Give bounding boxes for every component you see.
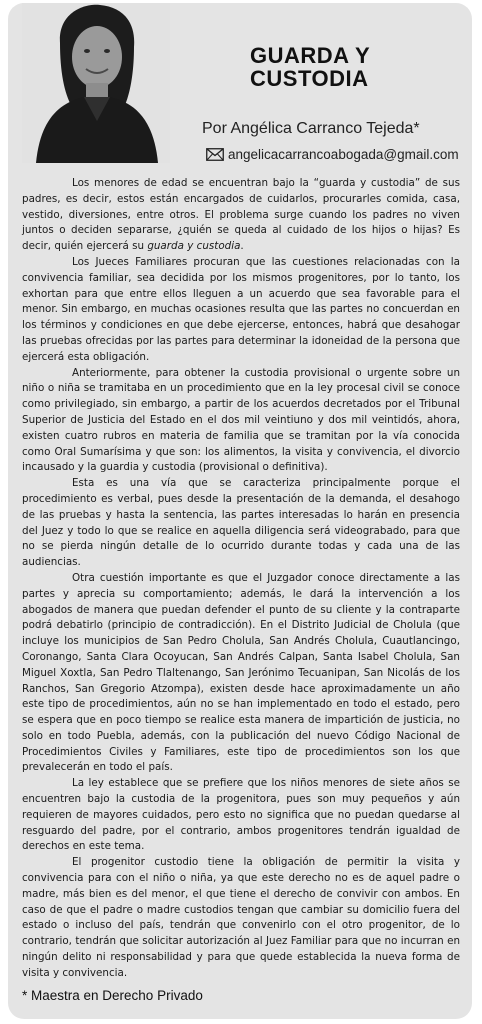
article-body xyxy=(22,176,460,982)
title-line-2: CUSTODIA xyxy=(250,66,369,91)
author-byline: Por Angélica Carranco Tejeda* xyxy=(202,120,420,137)
paragraph-1 xyxy=(22,176,460,255)
author-email[interactable] xyxy=(206,147,476,162)
paragraph-5: Otra cuestión importante es que el Juzgador conoce directamente a las partes y aprecia su comportamiento; además, le dará la intervención a los abogados de manera que puedan defender el punto de su cliente y la contraparte podrá debatirlo (principio de contradicción). En el Distrito Judicial de Cholula (que incluye los municipios de San Pedro Cholula, San Andrés Cholula, Cuautlancingo, Coronango, Santa Clara Ocoyucan, San Andrés Calpan, Santa Isabel Cholula, San Miguel Xoxtla, San Pedro Tlaltenango, San Jerónimo Tecuanipan, San Nicolás de los Ranchos, San Gregorio Atzompa), existen desde hace aproximadamente un año este tipo de procedimientos, aún no se han implementado en todo el estado, pero se espera que en poco tiempo se realice esta manera de impartición de justicia, no solo en todo Puebla, además, con la publicación del nuevo Código Nacional de Procedimientos Civiles y Familiares, este tipo de procedimientos son los que prevalecerán en todo el país. xyxy=(22,571,460,774)
paragraph-7: El progenitor custodio tiene la obligación de permitir la visita y convivencia para con el niño o niña, ya que este derecho no es de aquel padre o madre, más bien es del menor, el que tiene el derecho de convivir con ambos. En caso de que el padre o madre custodios tengan que cambiar su domicilio fuera del estado o incluso del país, tendrán que convenirlo con el otro progenitor, de lo contrario, tendrán que solicitar autorización al Juez Familiar para que no incurran en ningún delito ni responsabilidad y para que quede establecida la nueva forma de visita y convivencia. xyxy=(22,856,460,979)
paragraph-1-emphasis: guarda y custodia xyxy=(147,240,241,253)
paragraph-3: Anteriormente, para obtener la custodia provisional o urgente sobre un niño o niña se tramitaba en un procedimiento que en la ley procesal civil se conoce como privilegiado, sin embargo, a partir de los acuerdos decretados por el Tribunal Superior de Justicia del Estado en el dos mil veintiuno y dos mil veintidós, ahora, existen cuatro rubros en materia de familia que se tramitan por la vía conocida como Oral Sumarísima y que son: los alimentos, la visita y convivencia, el divorcio incausado y la guardia y custodia (provisional o definitiva). xyxy=(22,366,460,474)
author-footnote: * Maestra en Derecho Privado xyxy=(22,988,203,1003)
author-photo xyxy=(22,3,170,163)
paragraph-4: Esta es una vía que se caracteriza principalmente porque el procedimiento es verbal, pues desde la presentación de la demanda, el desahogo de las pruebas y hasta la sentencia, las partes interesadas lo harán en presencia del Juez y todo lo que se realice en aquella diligencia será videograbado, para que no se pierda ningún detalle de lo ocurrido durante todas y cada una de las audiencias. xyxy=(22,477,460,569)
paragraph-2: Los Jueces Familiares procuran que las cuestiones relacionadas con la convivencia familiar, sea decidida por los mismos progenitores, por lo tanto, los exhortan para que entre ellos lleguen a un acuerdo que sea favorable para el menor. Sin embargo, en muchas ocasiones resulta que las partes no concuerdan en los términos y condiciones en que debe ejercerse, entonces, habrá que desahogar las pruebas ofrecidas por las partes para determinar la idoneidad de la persona que ejercerá esta obligación. xyxy=(22,255,460,363)
paragraph-6: La ley establece que se prefiere que los niños menores de siete años se encuentren bajo la custodia de la progenitora, pues son muy pequeños y aún requieren de mayores cuidados, pero esto no significa que no puedan quedarse al resguardo del padre, por el contrario, ambos progenitores tendrán igualdad de derechos en este tema. xyxy=(22,777,460,853)
email-text[interactable]: angelicacarrancoabogada@gmail.com xyxy=(228,147,459,162)
article-title xyxy=(250,44,460,90)
author-portrait xyxy=(22,3,170,163)
paragraph-1-text: Los menores de edad se encuentran bajo la “guarda y custodia” de sus padres, es decir, estos están encargados de cuidarlos, procurarles comida, casa, vestido, diversiones, entre otros. El problema surge cuando los padres no viven juntos o deciden separarse, ¿quién se queda al cuidado de los hijos o hijas? Es decir, quién ejercerá su xyxy=(22,177,460,253)
paragraph-1-end: . xyxy=(240,240,244,253)
title-line-1: GUARDA Y xyxy=(250,43,371,68)
envelope-icon xyxy=(206,148,224,161)
